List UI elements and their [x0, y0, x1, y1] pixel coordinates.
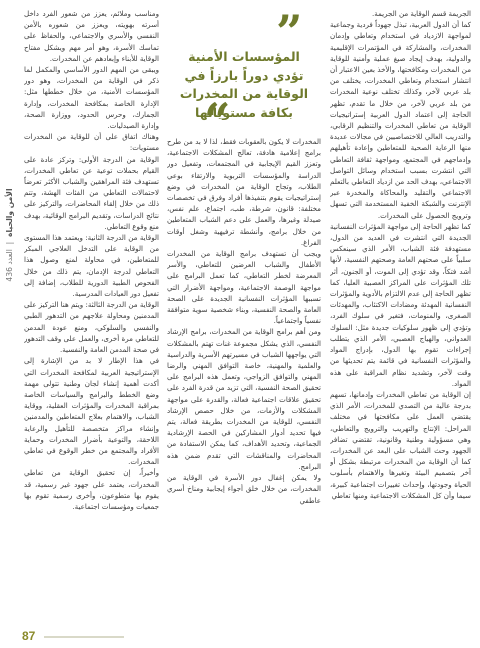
article-column-right — [330, 8, 471, 640]
pull-quote-line: تؤدي دوراً بارزاً في — [184, 67, 304, 83]
paragraph: كما أن الدول العربية، تبذل جهوداً فردية وجماعية لمواجهة الازدياد في استخدام وتعاطي وإدمان المخدرات، والمشاركة في المؤتمرات الإقليمية والدولية، بهدف إيجاد صيغ عملية وأمنية للوقاية من المخدرات ومكافحتها، والأخذ بعين الاعتبار أن انتشار استخدام وتعاطي المخدرات، يختلف من بلد عربي لآخر، وكذلك تختلف نوعية المخدرات من بلد عربي لآخر، من خلال ما تقدم، تظهر الحاجة إلى اعتماد الدول العربية إستراتيجيات الوقاية من تعاطي المخدرات والتنظيم الرقابي، والتدريب العالي للاختصاصيين في مجالات عديدة منها الرعاية الصحية للمتعاطين وإعادة تأهيلهم وإدماجهم في المجتمع، ومواجهة ثقافة التعاطي التي انتشرت بسبب استخدام وسائل التواصل الاجتماعي، بهدف الحد من ازدياد التعاطي بالتعلم الاجتماعي والتقليد والمحاكاة والمخدرة عبر الإنترنت والشبكة الخفية المستخدمة التي تسهل وترويج الحصول على المخدرات. — [330, 20, 471, 220]
issue-number: العدد 436 — [5, 249, 14, 282]
section-label: الأمن والحياة | العدد 436 — [5, 188, 14, 282]
open-quote-icon: ” — [276, 5, 303, 59]
pull-quote-line: بكافة مستوياتها — [195, 104, 293, 120]
pull-quote-line: الوقاية من المخدرات — [179, 86, 309, 101]
page-number: 87 — [22, 629, 36, 643]
paragraph: في هذا الإطار لا بد من الإشارة إلى الإستراتيجية العربية لمكافحة المخدرات التي أكدت أهمية إنشاء لجان وطنية تتولى مهمة وضع الخطط والبرامج والسياسات الخاصة بمراقبة المخدرات والمؤثرات العقلية، ووقاية الشباب، والاهتمام بعلاج المتعاطين والمدمنين وإنشاء مراكز متخصصة للتأهيل والرعاية اللاحقة، والتوعية بأضرار المخدرات وحماية الأفراد والمجتمع من خطر الوقوع في تعاطي المخدرات. — [24, 356, 159, 467]
paragraph: ويجب أن تستهدف برامج الوقاية من المخدرات الأطفال والشباب العرضين للتعاطي، والأسر المعرضة لخطر التعاطي، كما تعمل البرامج على مواجهة الوصمة الاجتماعية، ومواجهة الأضرار التي تسببها المؤثرات النفسانية الجديدة على الصحة العامة والصحة النفسية، وبناء شخصية سوية متوافقة نفسياً واجتماعياً. — [167, 249, 321, 326]
close-quote-icon: “ — [204, 93, 231, 147]
paragraph: الوقاية من الدرجة الثالثة: ويتم هنا التركيز على المدمنين ومحاولة علاجهم من التدهور الطبي والنفسي والسلوكي، ومنع عودة المدمن للتعاطي مرة أخرى، والعمل على وقف التدهور في صحة المدمن العامة والنفسية. — [24, 300, 159, 355]
paragraph: إن الوقاية من تعاطي المخدرات وإدمانها، تسهم بدرجة عالية من التصدي للمخدرات، الأمر الذي يقتضي العمل على مكافحتها في مختلف المراحل: الإنتاج والتهريب والترويج والتعاطي، وهي مسؤولية وطنية وقانونية، تقتضي تضافر الجهود وحث الشباب على البعد عن المخدرات، كما أن الوقاية من المخدرات مرتبطة بشكل أو آخر بتصميم البيئة وتغيرها والاهتمام بأسلوب الحياة وجودتها، وإحداث تغييرات اجتماعية كبيرة، سيما وأن كل المشكلات الاجتماعية ومنها تعاطي — [330, 389, 471, 500]
paragraph: كما تظهر الحاجة إلى مواجهة المؤثرات النفسانية الجديدة التي انتشرت في العديد من الدول، مستهدفة فئة الشباب، الأمر الذي سينعكس سلبياً على صحتهم العامة وصحتهم النفسية، لأنها أشد فتكاً، وقد تؤدي إلى الموت، أو الجنون، أثر تلك المؤثرات على المراكز العصبية العليا، كما تظهر الحاجة إلى عدم الالتزام بالأدوية والمؤثرات النفسانية المهدئة ومضادات الاكتئاب، والمهدئات الصغرى، والمنومات، فتغير في سلوك الفرد، وتؤدي إلى ظهور سلوكيات جديدة مثل: السلوك العدواني، والهياج العصبي، الأمر الذي يتطلب إجراءات تقوم بها الدول، بإدراج المواد والمؤثرات النفسانية في قائمة يتم تحديثها من وقت لآخر، وتشديد نظام المراقبة على هذه المواد. — [330, 221, 471, 388]
paragraph: الوقاية من الدرجة الثانية: ويعتمد هذا المستوى من الوقاية على التدخل العلاجي المبكر للمتعاطين، في محاولة لمنع وصول هذا التعاطي لدرجة الإدمان، يتم ذلك من خلال الفحوص الطبية الدورية للطلاب، إضافة إلى تفعيل دور العيادات المدرسية. — [24, 233, 159, 299]
paragraph: ولا يمكن إغفال دور الأسرة في الوقاية من المخدرات، من خلال خلق أجواء إيجابية ومناخ أسري عاطفي — [167, 473, 321, 505]
pull-quote — [166, 5, 322, 147]
magazine-name: الأمن والحياة — [5, 188, 14, 237]
paragraph: الجريمة قسم الوقاية من الجريمة. — [371, 9, 471, 18]
paragraph: ويبقى من المهم الدور الأساسي والمكمل لما ذكر في الوقاية من المخدرات، وهو دور المؤسسات الأمنية، من خلال خططها مثل: الإدارة الخاصة بمكافحة المخدرات، وإدارة الجمارك، وحرس الحدود، ووزارة الصحة، وإدارة الصيدليات. — [24, 65, 159, 131]
paragraph: وأخيراً، إن تحقيق الوقاية من تعاطي المخدرات، يعتمد على جهود غير رسمية، قد يقوم بها متطوعون، وأخرى رسمية تقوم بها جمعيات ومؤسسات اجتماعية. — [24, 468, 159, 511]
article-column-left — [24, 8, 159, 558]
paragraph: ومن أهم برامج الوقاية من المخدرات، برامج الإرشاد النفسي، الذي يشكل مجموعة غنات تهتم بالمشكلات التي يواجهها الشباب في مسيرتهم الأسرية والدراسية والعلمية والمهنية، خاصة التوافق المهني والرضا المهني والتوافق الزواجي، وتعمل هذه البرامج على تحقيق الصحة النفسية، التي تزيد من قدرة الفرد على تحقيق علاقات اجتماعية فعالة، والقدرة على مواجهة المشكلات والأزمات، من خلال حصص الإرشاد النفسي، للوقاية من المخدرات بطريقة فعالة، يتم فيها تحديد أدوار المشاركين في الحصة الإرشادية الجماعية، وتحديد الأهداف، كما يمكن الاستفادة من المحاضرات والمناقشات التي تقدم ضمن هذه البرامج. — [167, 327, 321, 471]
pull-quote-text — [166, 48, 322, 122]
paragraph: ومناسب وملائم، يعزز من شعور الفرد داخل أسرته بهويته، ويعزز من شعوره بالأمن النفسي والأسري والاجتماعي، والحفاظ على تماسك الأسرة، وهو أمر مهم ويشكل مفتاح الوقاية للأبناء وإبعادهم عن المخدرات. — [24, 9, 159, 63]
paragraph: وهناك اتفاق على أن للوقاية من المخدرات مستويات: — [24, 132, 159, 153]
paragraph: المخدرات لا يكون بالعقوبات فقط، لذا لا بد من طرح برامج إعلامية هادفة، تعالج المشكلات الاجتماعية، وتعزز القيم الإيجابية في المجتمعات، وتفعيل دور الدراسة والمؤسسات التربوية والارتقاء بوعي الطلاب، وتجاح الوقاية من المخدرات في وضع إستراتيجيات يقوم بتنفيذها أفراد وفرق في تخصصات مختلفة: قانون، شرطة، طب، اجتماع، علم نفس، صيدلة وغيرها، والعمل على دعم الشباب المتعاطين من خلال برامج، وأنشطة ترفيهية وشغل أوقات الفراغ. — [167, 137, 321, 247]
paragraph: الوقاية من الدرجة الأولى: وتركز عادة على القيام بحملات توعية عن تعاطي المخدرات، تستهدف فئة المراهقين والشباب الأكثر تعرضاً لاحتمالات التعاطي من الفئات الهشة، وتتم ذلك من خلال إلقاء المحاضرات، والتركيز على نتائج الدراسات، وتقديم البرامج الوقائية، بهدف منع وقوع التعاطي. — [24, 154, 159, 231]
pull-quote-line: المؤسسات الأمنية — [188, 49, 300, 64]
article-column-middle — [167, 136, 321, 632]
